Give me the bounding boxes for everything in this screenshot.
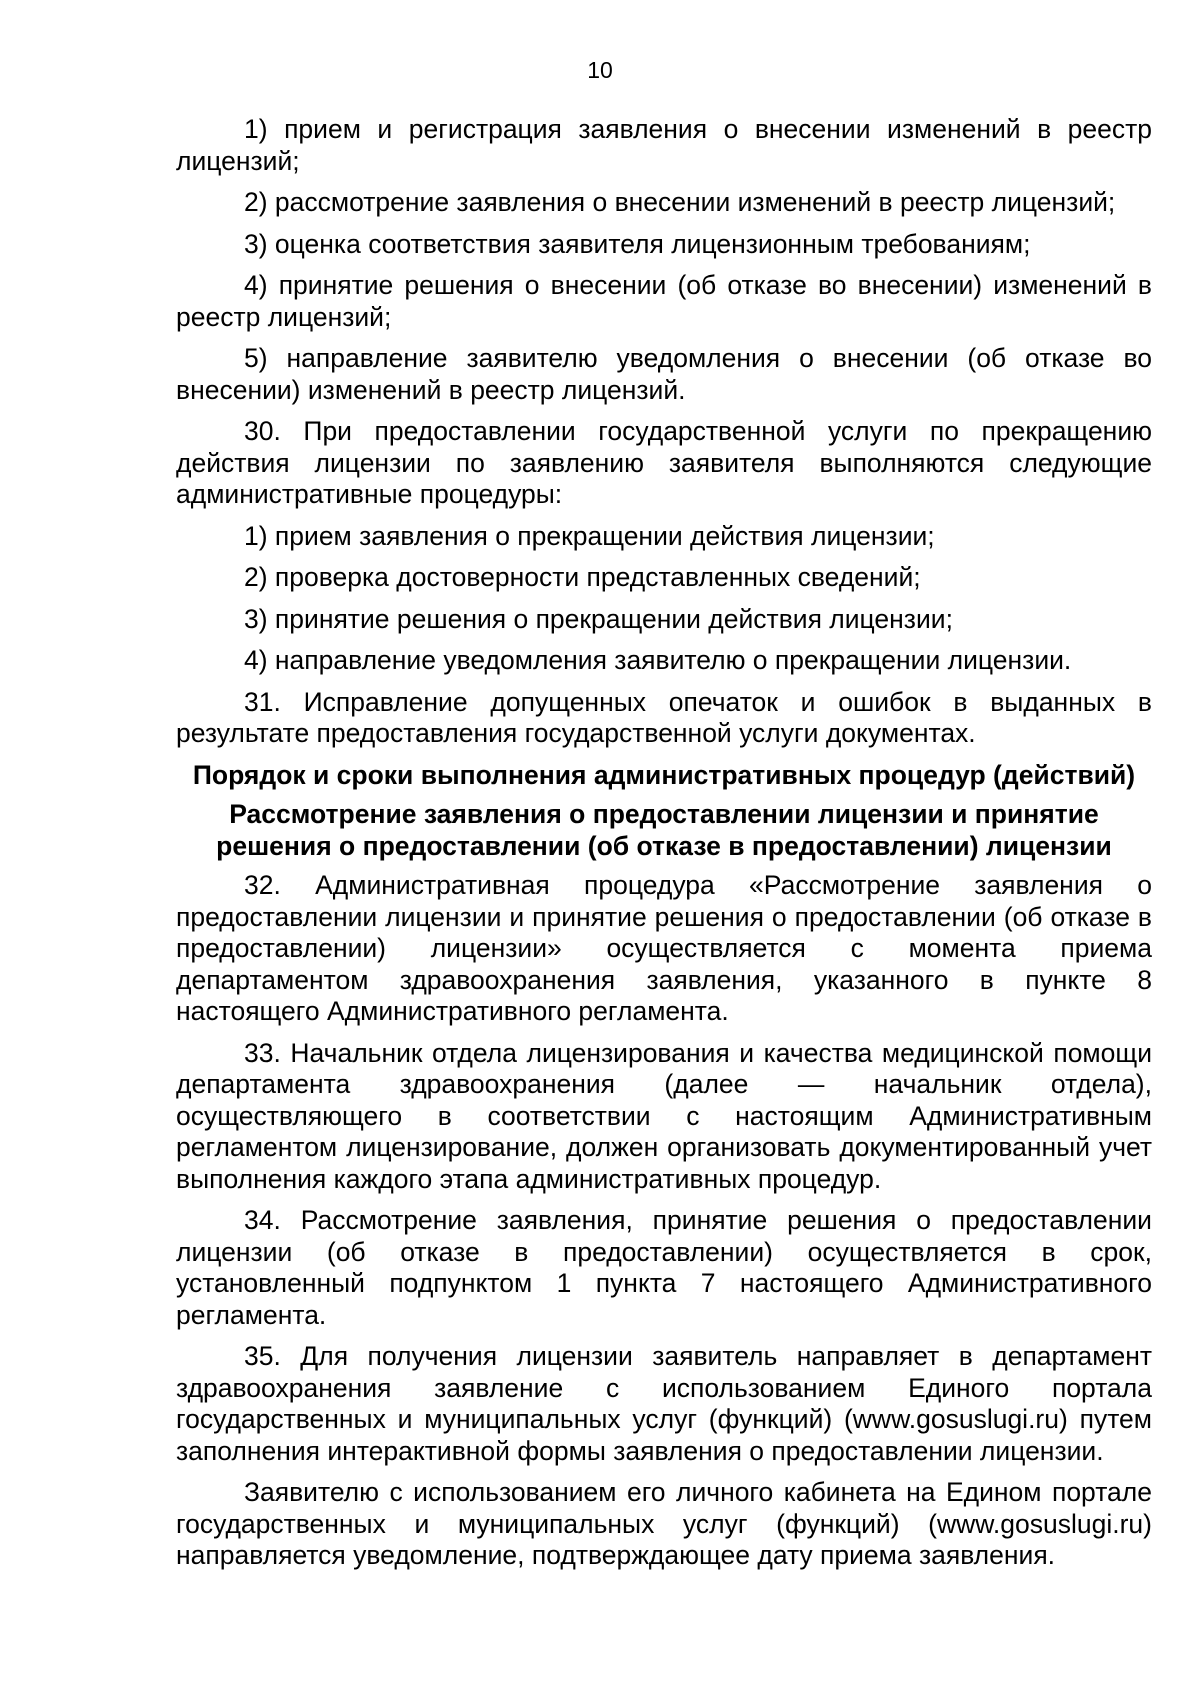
clause-34: 34. Рассмотрение заявления, принятие решения о предоставлении лицензии (об отказе в предоставлении) осуществляется в срок, установленный подпунктом 1 пункта 7 настоящего Административного регламента. <box>176 1205 1152 1330</box>
list-item-3: 3) оценка соответствия заявителя лицензионным требованиям; <box>244 228 1031 259</box>
clause-30: 30. При предоставлении государственной услуги по прекращению действия лицензии по заявлению заявителя выполняются следующие административные процедуры: <box>176 416 1152 509</box>
clause-30-item-3: 3) принятие решения о прекращении действия лицензии; <box>244 603 953 634</box>
clause-32: 32. Административная процедура «Рассмотрение заявления о предоставлении лицензии и принятие решения о предоставлении (об отказе в предоставлении) лицензии» осуществляется с момента приема департаментом здравоохранения заявления, указанного в пункте 8 настоящего Административного регламента. <box>176 870 1152 1026</box>
list-item-2: 2) рассмотрение заявления о внесении изменений в реестр лицензий; <box>244 187 1116 217</box>
page-number: 10 <box>587 57 613 83</box>
clause-35-continuation: Заявителю с использованием его личного кабинета на Едином портале государственных и муниципальных услуг (функций) (www.gosuslugi.ru) направляется уведомление, подтверждающее дату приема заявления. <box>176 1477 1152 1570</box>
list-item-5: 5) направление заявителю уведомления о внесении (об отказе во внесении) изменений в реестр лицензий. <box>176 343 1152 405</box>
document-body <box>176 114 1152 1582</box>
clause-31: 31. Исправление допущенных опечаток и ошибок в выданных в результате предоставления государственной услуги документах. <box>176 686 1152 748</box>
clause-30-item-4: 4) направление уведомления заявителю о прекращении лицензии. <box>244 645 1072 675</box>
clause-30-item-2: 2) проверка достоверности представленных сведений; <box>244 562 921 592</box>
clause-35: 35. Для получения лицензии заявитель направляет в департамент здравоохранения заявление с использованием Единого портала государственных и муниципальных услуг (функций) (www.gosuslugi.ru) путем заполнения интерактивной формы заявления о предоставлении лицензии. <box>176 1341 1152 1466</box>
subsection-heading: Рассмотрение заявления о предоставлении лицензии и принятие решения о предоставлении (об отказе в предоставлении) лицензии <box>216 799 1112 861</box>
clause-30-item-1: 1) прием заявления о прекращении действия лицензии; <box>244 520 935 551</box>
list-item-1: 1) прием и регистрация заявления о внесении изменений в реестр лицензий; <box>176 114 1152 176</box>
clause-33: 33. Начальник отдела лицензирования и качества медицинской помощи департамента здравоохранения (далее — начальник отдела), осуществляющего в соответствии с настоящим Административным регламентом лицензирование, должен организовать документированный учет выполнения каждого этапа административных процедур. <box>176 1037 1152 1194</box>
list-item-4: 4) принятие решения о внесении (об отказе во внесении) изменений в реестр лицензий; <box>176 270 1152 332</box>
section-heading: Порядок и сроки выполнения административных процедур (действий) <box>192 759 1136 790</box>
